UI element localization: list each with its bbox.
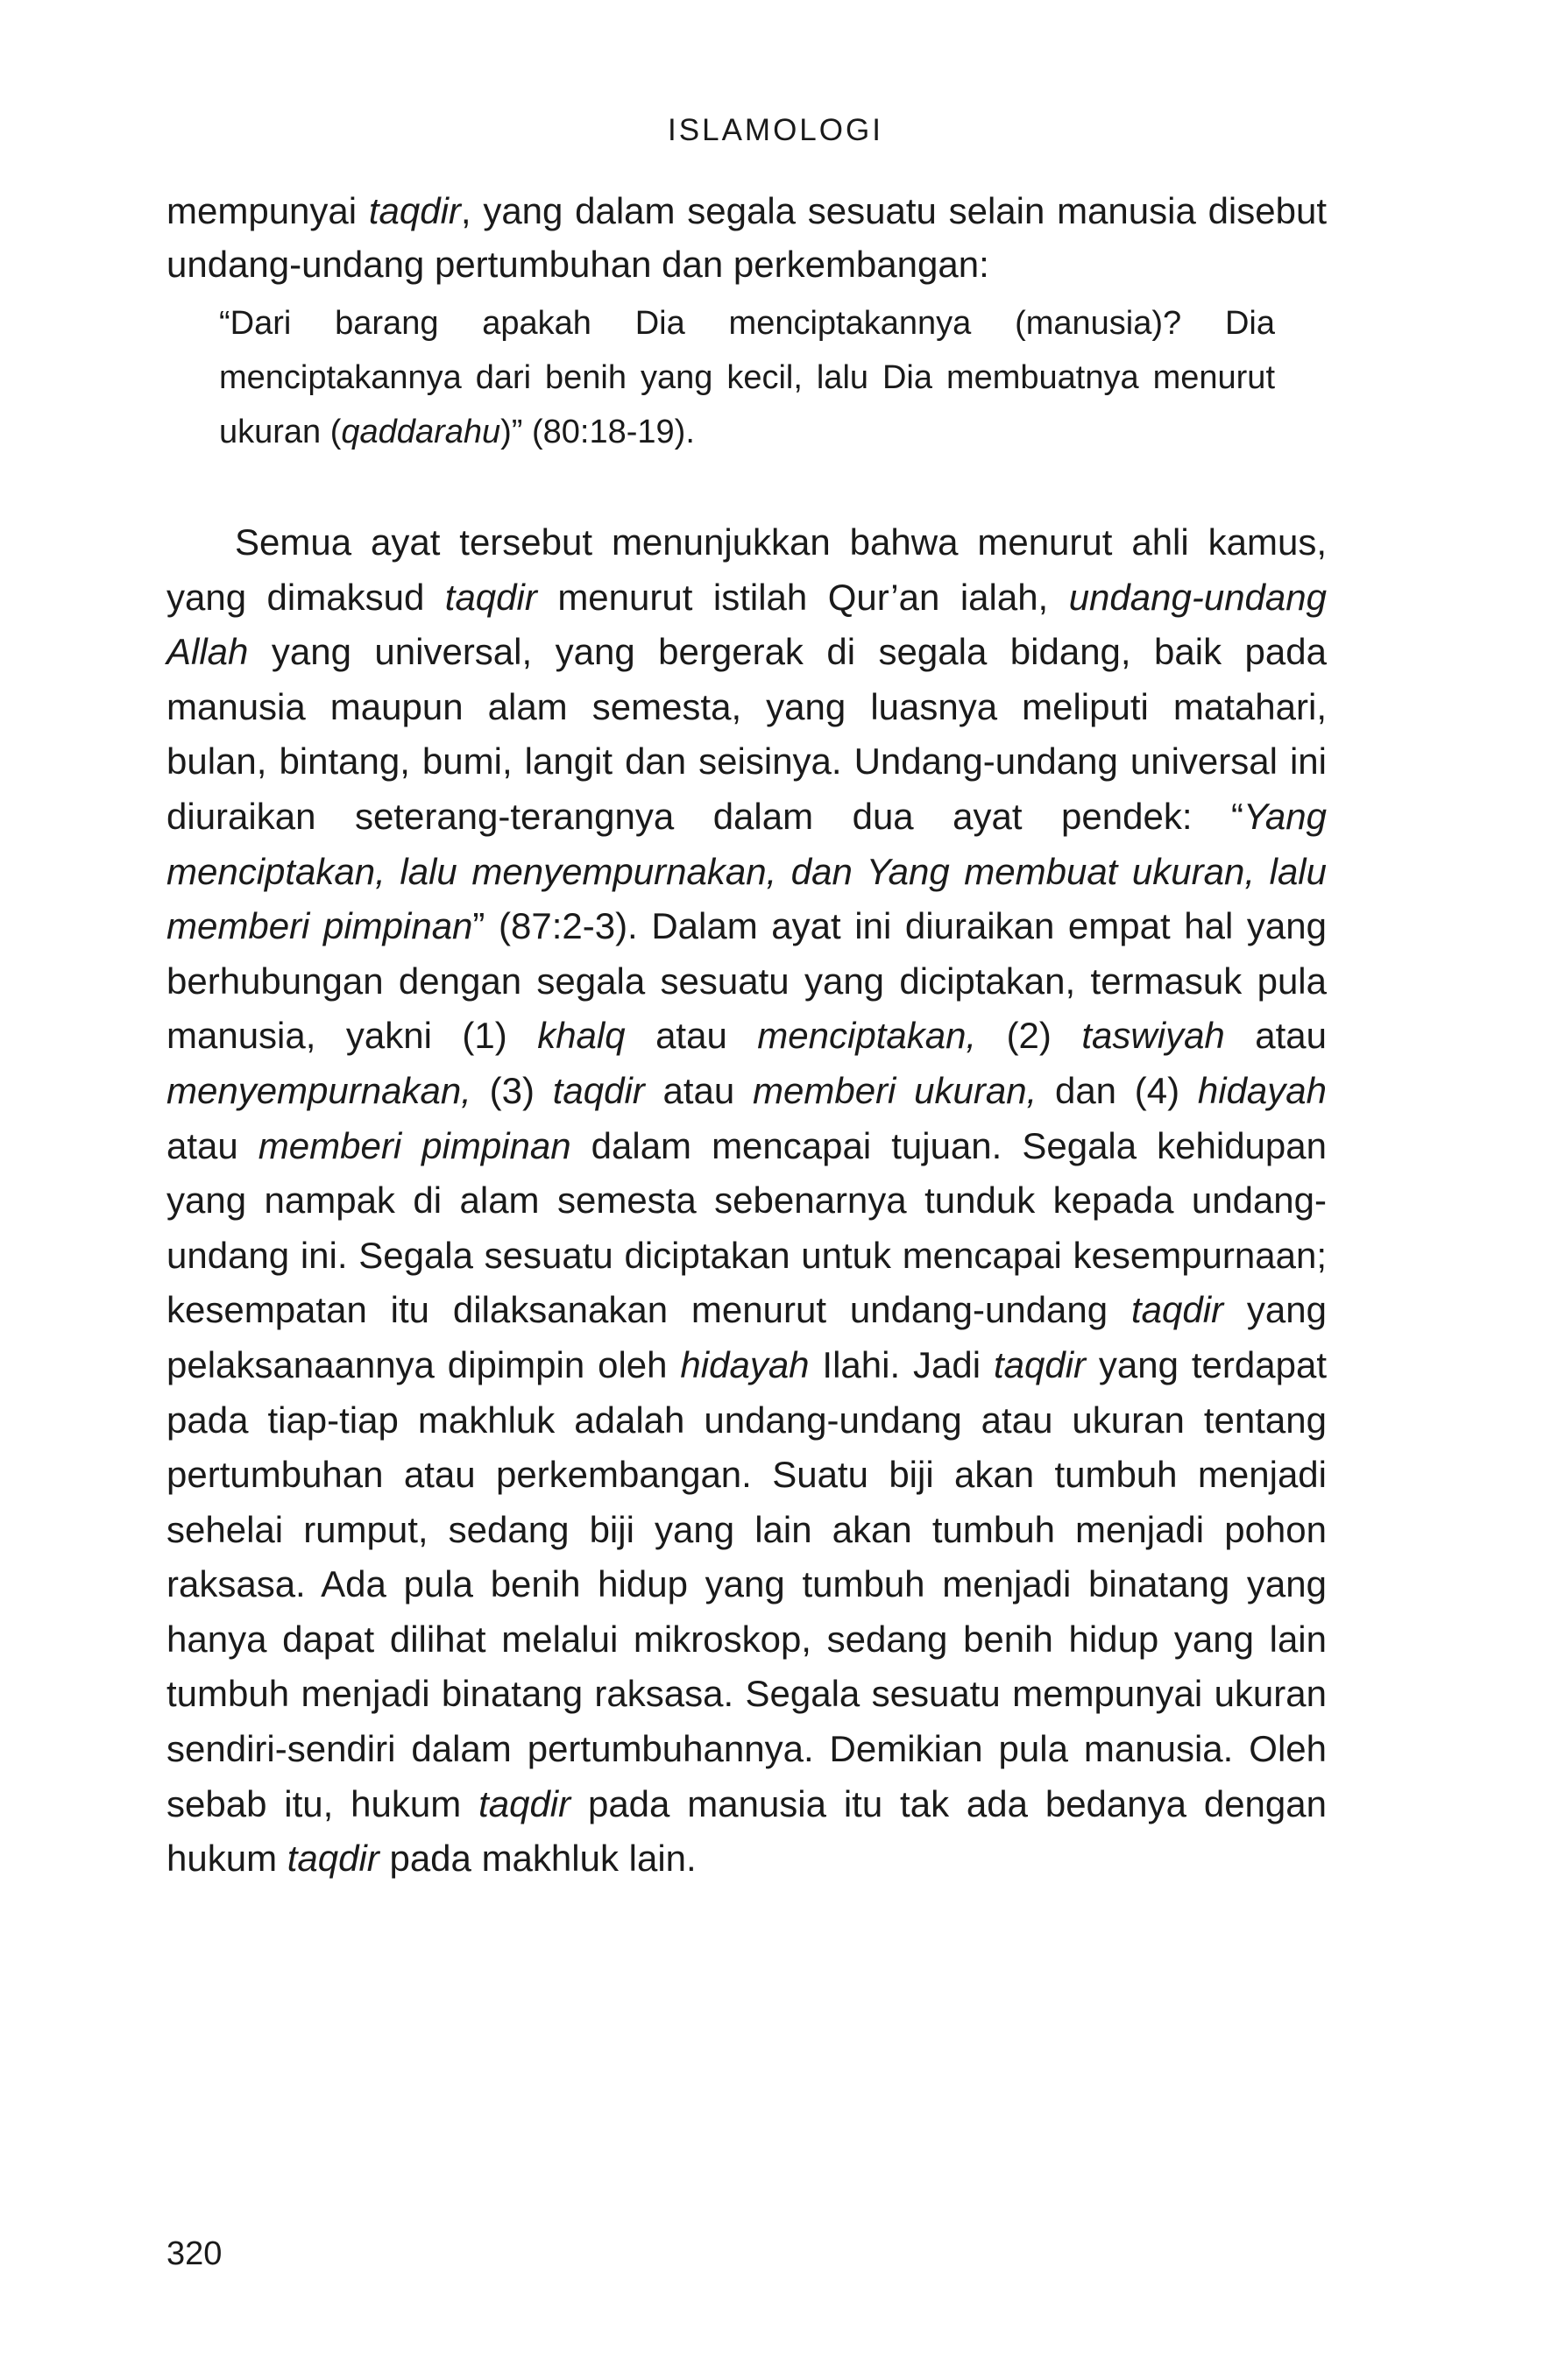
page-number: 320: [166, 2235, 223, 2272]
intro-paragraph: mempunyai taqdir, yang dalam segala sesuatu selain manusia disebut undang-undang pertumbuhan dan perkembangan:: [166, 190, 1328, 285]
body-paragraph: Semua ayat tersebut menunjukkan bahwa menurut ahli kamus, yang dimaksud taqdir menurut istilah Qur’an ialah, undang-undang Allah yang universal, yang bergerak di segala bidang, baik pada manusia maupun alam semesta, yang luasnya meliputi matahari, bulan, bintang, bumi, langit dan seisinya. Undang-undang universal ini diuraikan seterang-terangnya dalam dua ayat pendek: “Yang menciptakan, lalu menyempurnakan, dan Yang membuat ukuran, lalu memberi pimpinan” (87:2-3). Dalam ayat ini diuraikan empat hal yang berhubungan dengan segala sesuatu yang diciptakan, termasuk pula manusia, yakni (1) khalq atau menciptakan, (2) taswiyah atau menyempurnakan, (3) taqdir atau memberi ukuran, dan (4) hidayah atau memberi pimpinan dalam mencapai tujuan. Segala kehidupan yang nampak di alam semesta sebenarnya tunduk kepada undang-undang ini. Segala sesuatu diciptakan untuk mencapai kesempurnaan; kesempatan itu dilaksanakan menurut undang-undang taqdir yang pelaksanaannya dipimpin oleh hidayah Ilahi. Jadi taqdir yang terdapat pada tiap-tiap makhluk adalah undang-undang atau ukuran tentang pertumbuhan atau perkembangan. Suatu biji akan tumbuh menjadi sehelai rumput, sedang biji yang lain akan tumbuh menjadi pohon raksasa. Ada pula benih hidup yang tumbuh menjadi binatang yang hanya dapat dilihat melalui mikroskop, sedang benih hidup yang lain tumbuh menjadi binatang raksasa. Segala sesuatu mempunyai ukuran sendiri-sendiri dalam pertumbuhannya. Demikian pula manusia. Oleh sebab itu, hukum taqdir pada manusia itu tak ada bedanya dengan hukum taqdir pada makhluk lain.: [166, 521, 1327, 1880]
quran-quote: “Dari barang apakah Dia menciptakannya (manusia)? Dia menciptakannya dari benih yang kecil, lalu Dia membuatnya menurut ukuran (qaddarahu)” (80:18-19).: [219, 305, 1275, 450]
running-header: ISLAMOLOGI: [668, 113, 883, 147]
